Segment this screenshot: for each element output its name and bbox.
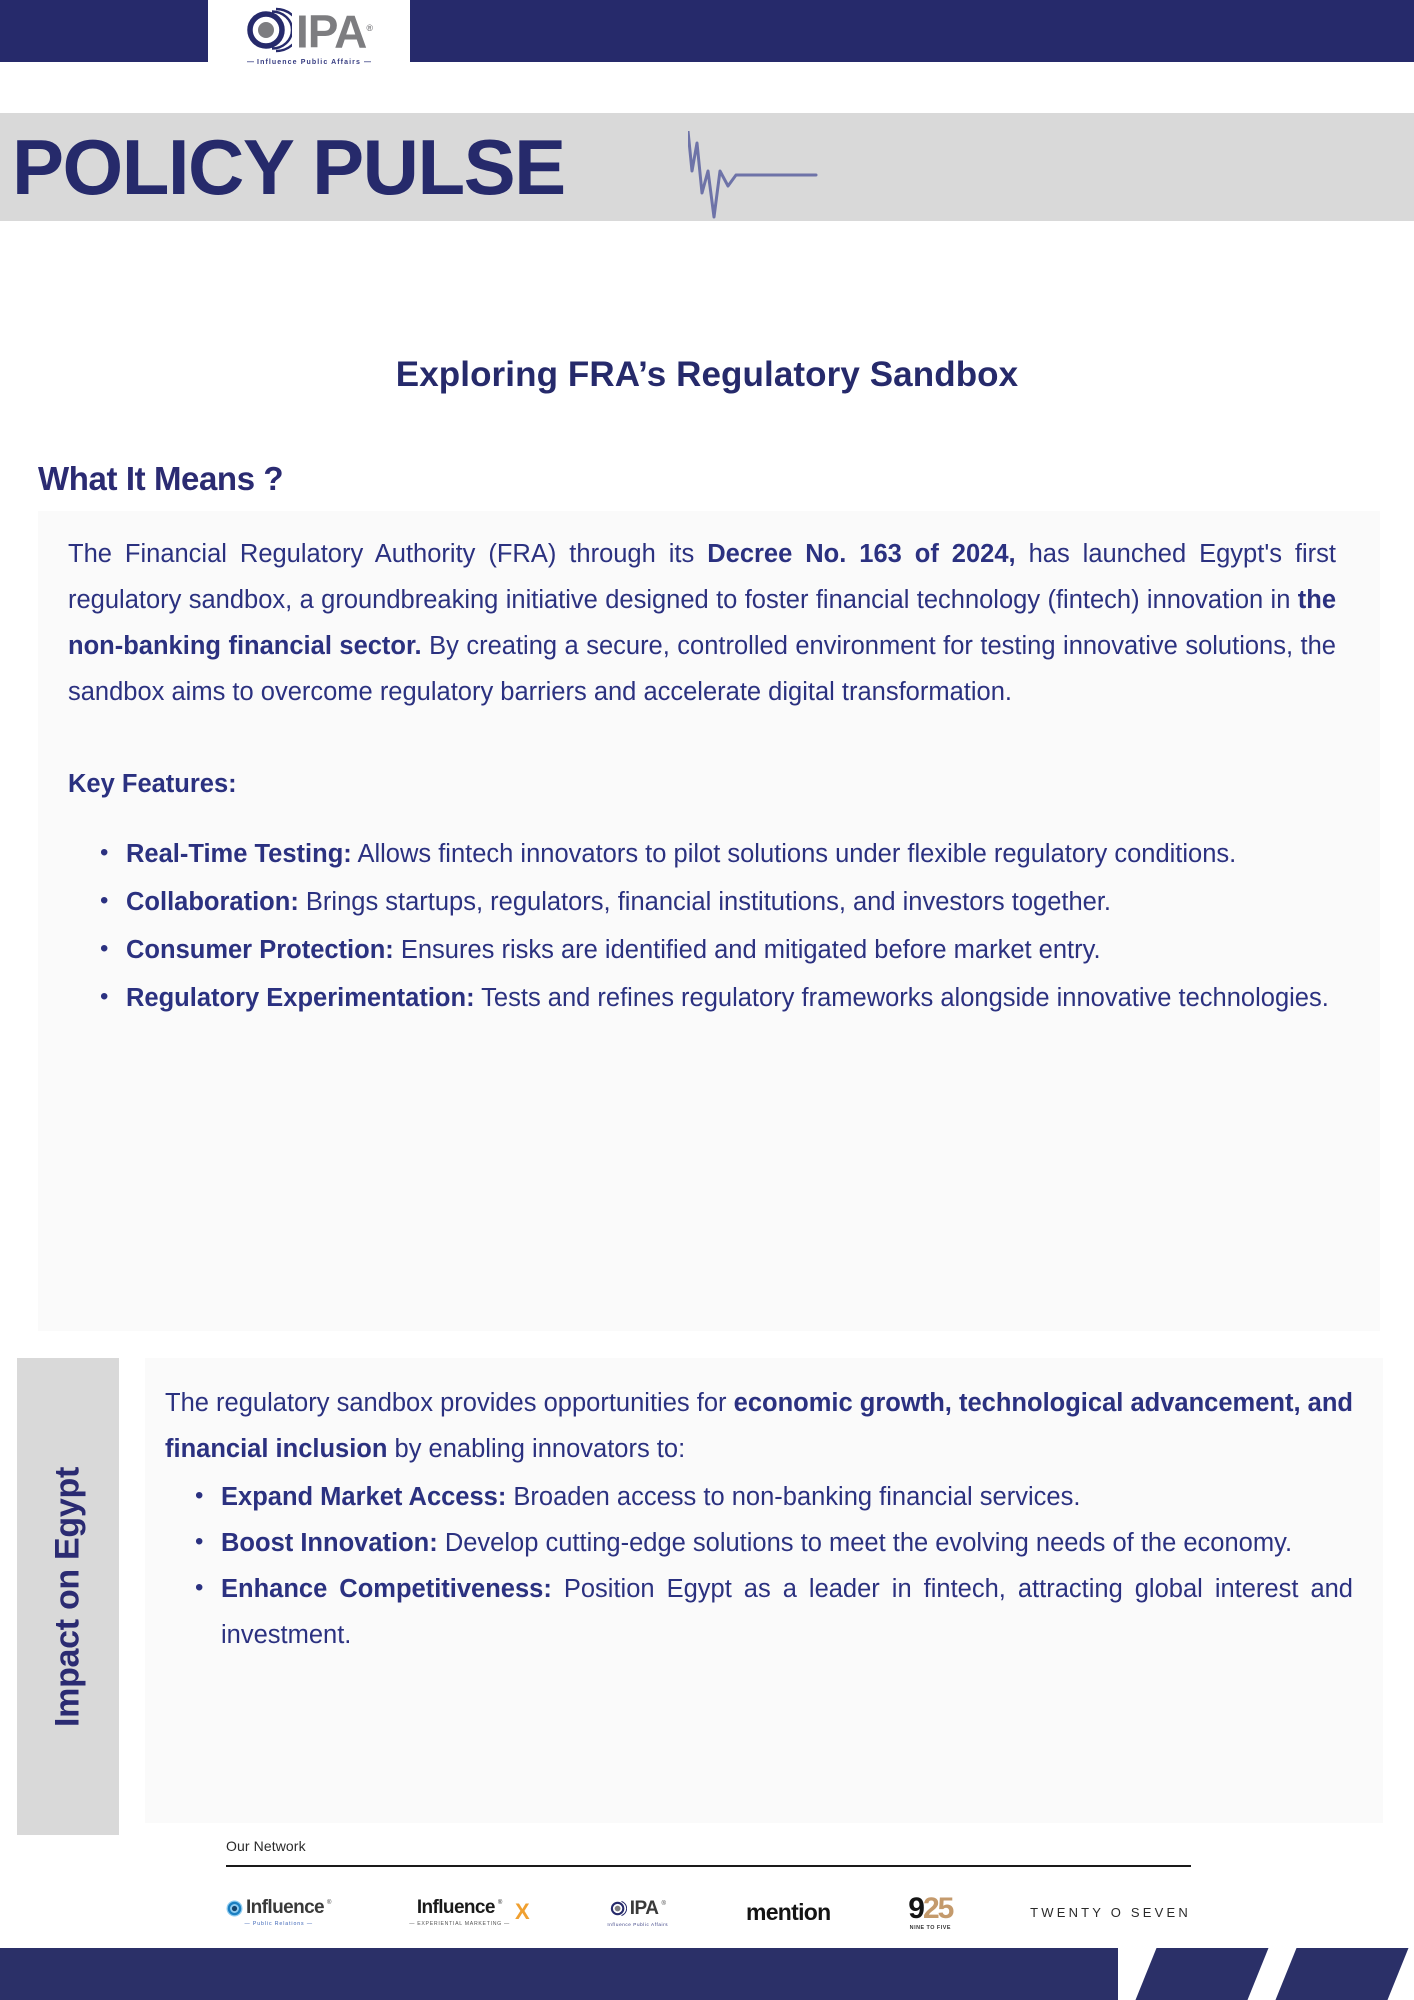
- impact-on-egypt-label: Impact on Egypt: [48, 1466, 87, 1727]
- influence-x-icon: X: [514, 1899, 530, 1924]
- bottom-bar: [0, 1948, 1414, 2000]
- list-item-description: Position Egypt as a leader in fintech, attracting global interest and investment.: [221, 1575, 1353, 1649]
- impact-intro-paragraph: The regulatory sandbox provides opportunities for economic growth, technological advancement, and financial inclusion by enabling innovators to:: [165, 1389, 1353, 1463]
- influence-x-subtitle: — EXPERIENTIAL MARKETING —: [409, 1921, 510, 1927]
- network-logo-nine-to-five[interactable]: [908, 1891, 953, 1931]
- top-bar-left-block: [0, 0, 208, 62]
- list-item: [126, 975, 1336, 1021]
- registered-mark: ®: [366, 23, 372, 34]
- list-item-term: Consumer Protection:: [126, 936, 394, 964]
- list-item: [221, 1474, 1353, 1520]
- list-item-description: Brings startups, regulators, financial institutions, and investors together.: [298, 888, 1112, 916]
- ipa-logo-tagline: — Influence Public Affairs —: [246, 59, 372, 66]
- key-features-list: [68, 831, 1336, 1021]
- list-item-description: Develop cutting-edge solutions to meet the evolving needs of the economy.: [437, 1529, 1293, 1557]
- list-item-description: Tests and refines regulatory frameworks alongside innovative technologies.: [474, 984, 1329, 1012]
- paragraph-spacer: [68, 715, 1336, 761]
- list-item-term: Real-Time Testing:: [126, 840, 352, 868]
- intro-paragraph: The Financial Regulatory Authority (FRA) through its Decree No. 163 of 2024, has launched Egypt's first regulatory sandbox, a groundbreaking initiative designed to foster financial technology (fintech) innovation in the non-banking financial sector. By creating a secure, controlled environment for testing innovative solutions, the sandbox aims to overcome regulatory barriers and accelerate digital transformation.: [68, 540, 1336, 706]
- article-title: Exploring FRA’s Regulatory Sandbox: [395, 355, 1019, 394]
- list-item: [221, 1520, 1353, 1566]
- network-logo-influence-x[interactable]: [409, 1897, 529, 1927]
- our-network-divider: [226, 1865, 1191, 1867]
- list-item-description: Ensures risks are identified and mitigated before market entry.: [393, 936, 1101, 964]
- policy-pulse-banner: [0, 113, 1414, 221]
- our-network-section: [226, 1838, 1191, 1935]
- impact-benefits-list: [165, 1474, 1353, 1658]
- ipa-footer-wordmark: IPA: [629, 1897, 659, 1919]
- section-heading-what-it-means: What It Means ?: [38, 460, 284, 497]
- bottom-bar-slash-2: [1275, 1948, 1408, 2000]
- list-item-term: Regulatory Experimentation:: [126, 984, 475, 1012]
- list-item-term: Expand Market Access:: [221, 1483, 507, 1511]
- influence-registered-mark: ®: [327, 1900, 332, 1906]
- list-item-term: Collaboration:: [126, 888, 299, 916]
- nine25-wordmark: 925: [908, 1891, 953, 1925]
- list-item: [221, 1566, 1353, 1658]
- list-item-description: Broaden access to non-banking financial services.: [506, 1483, 1081, 1511]
- ipa-footer-registered-mark: ®: [661, 1900, 666, 1907]
- influence-circle-icon: [226, 1900, 243, 1917]
- twenty-o-seven-wordmark: TWENTY O SEVEN: [1030, 1904, 1191, 1920]
- impact-on-egypt-content-box: [145, 1358, 1383, 1823]
- influence-x-wordmark: Influence: [416, 1897, 495, 1918]
- network-logo-mention[interactable]: [746, 1899, 831, 1926]
- policy-pulse-title: POLICY PULSE: [12, 123, 565, 211]
- list-item-term: Boost Innovation:: [221, 1529, 438, 1557]
- list-item: [126, 927, 1336, 973]
- ipa-logo-row: [246, 4, 372, 56]
- list-item: [126, 831, 1336, 877]
- influence-x-registered-mark: ®: [497, 1900, 503, 1906]
- network-logo-row: [226, 1889, 1191, 1935]
- influence-pr-subtitle: — Public Relations —: [244, 1921, 313, 1927]
- impact-on-egypt-tab: [17, 1358, 119, 1835]
- mention-wordmark: mention: [745, 1898, 831, 1925]
- network-logo-twenty-o-seven[interactable]: [1030, 1905, 1191, 1920]
- influence-wordmark: Influence: [246, 1897, 325, 1918]
- ipa-footer-subtitle: Influence Public Affairs: [607, 1921, 669, 1927]
- ipa-logo: [208, 4, 410, 80]
- ipa-logo-wordmark: IPA®: [296, 5, 372, 58]
- key-features-label: Key Features:: [68, 770, 237, 798]
- list-item: [126, 879, 1336, 925]
- our-network-title: Our Network: [226, 1838, 306, 1854]
- bottom-bar-solid: [0, 1948, 1118, 2000]
- what-it-means-content-box: [38, 511, 1380, 1331]
- ipa-concentric-circle-icon: [246, 5, 292, 55]
- network-logo-ipa[interactable]: [607, 1898, 668, 1927]
- top-bar-right-block: [410, 0, 1414, 62]
- nine25-subtitle: NINE TO FIVE: [909, 1924, 951, 1931]
- ipa-small-circle-icon: [610, 1900, 627, 1917]
- bottom-bar-slash-1: [1135, 1948, 1268, 2000]
- list-item-term: Enhance Competitiveness:: [221, 1575, 552, 1603]
- network-logo-influence-public-relations[interactable]: [226, 1897, 331, 1927]
- heartbeat-ecg-icon: [688, 131, 818, 221]
- list-item-description: Allows fintech innovators to pilot solutions under flexible regulatory conditions.: [351, 840, 1237, 868]
